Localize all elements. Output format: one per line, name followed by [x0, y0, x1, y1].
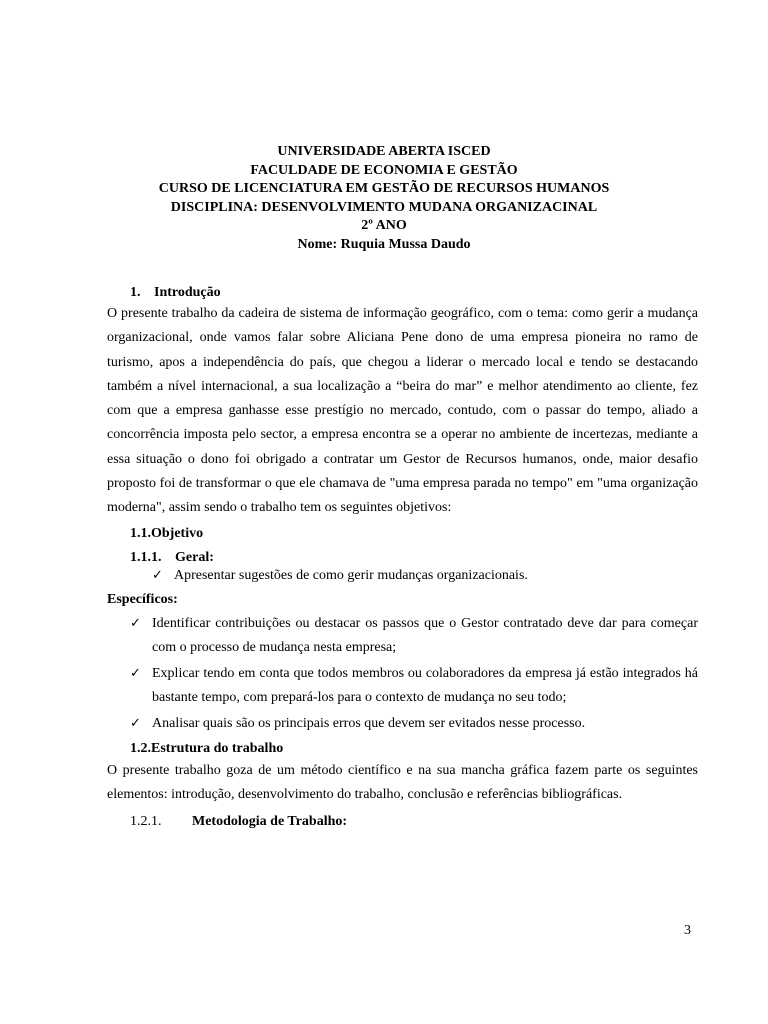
heading-objetivo: 1.1.Objetivo	[130, 525, 204, 541]
heading-number: 1.2.1.	[130, 813, 162, 829]
list-item	[107, 612, 698, 661]
heading-especificos: Específicos:	[107, 591, 178, 607]
list-item	[107, 712, 698, 737]
heading-number: 1.	[130, 285, 141, 300]
list-item-text: Analisar quais são os principais erros que devem ser evitados nesse processo.	[152, 715, 586, 731]
heading-geral	[107, 549, 698, 567]
checkmark-icon: ✓	[152, 567, 163, 583]
page-number: 3	[684, 923, 691, 938]
intro-paragraph: O presente trabalho da cadeira de sistema de informação geográfico, com o tema: como gerir a mudança organizacional, onde vamos falar sobre Aliciana Pene dono de uma empresa pioneira no ramo de turismo, apos a independência do país, que chegou a liderar o mercado local e tendo se destacando também a nível internacional, a sua localização a “beira do mar” e melhor atendimento ao cliente, fez com que a empresa ganhasse esse prestígio no mercado, contudo, com o passar do tempo, aliado a concorrência imposta pelo sector, a empresa encontra se a operar no ambiente de incertezas, mediante a essa situação o dono foi obrigado a contratar um Gestor de Recursos humanos, onde, maior desafio proposto foi de transformar o que ele chamava de "uma empresa parada no tempo" em "uma organização moderna", assim sendo o trabalho tem os seguintes objetivos:	[107, 306, 698, 516]
heading-title: Geral:	[175, 549, 214, 565]
header-year: 2º ANO	[361, 218, 407, 233]
heading-title: Introdução	[154, 285, 221, 300]
header-faculty: FACULDADE DE ECONOMIA E GESTÃO	[250, 162, 518, 178]
document-body	[107, 284, 698, 831]
list-item	[107, 662, 698, 711]
header-course: CURSO DE LICENCIATURA EM GESTÃO DE RECURSOS HUMANOS	[158, 181, 610, 196]
header-discipline: DISCIPLINA: DESENVOLVIMENTO MUDANA ORGANIZACINAL	[170, 199, 598, 215]
heading-title: Metodologia de Trabalho:	[192, 813, 348, 829]
heading-estrutura: 1.2.Estrutura do trabalho	[130, 741, 284, 757]
list-item-text: Apresentar sugestões de como gerir mudanças organizacionais.	[174, 567, 528, 583]
estrutura-paragraph: O presente trabalho goza de um método científico e na sua mancha gráfica fazem parte os seguintes elementos: introdução, desenvolvimento do trabalho, conclusão e referências bibliográficas.	[107, 763, 698, 803]
checkmark-icon: ✓	[130, 715, 141, 731]
header-university: UNIVERSIDADE ABERTA ISCED	[277, 144, 491, 159]
document-header	[0, 143, 768, 254]
heading-introducao	[107, 284, 698, 302]
list-item	[107, 567, 698, 585]
heading-metodologia	[107, 813, 698, 831]
header-student-name: Nome: Ruquia Mussa Daudo	[297, 236, 471, 252]
list-item-text: Identificar contribuições ou destacar os passos que o Gestor contratado deve dar para começar com o processo de mudança nesta empresa;	[152, 615, 698, 656]
list-item-text: Explicar tendo em conta que todos membros ou colaboradores da empresa já estão integrados há bastante tempo, com prepará-los para o contexto de mudança no seu todo;	[152, 665, 698, 706]
checkmark-icon: ✓	[130, 665, 141, 681]
geral-list	[107, 567, 698, 585]
especificos-list	[107, 612, 698, 737]
heading-number: 1.1.1.	[130, 549, 162, 565]
checkmark-icon: ✓	[130, 615, 141, 631]
